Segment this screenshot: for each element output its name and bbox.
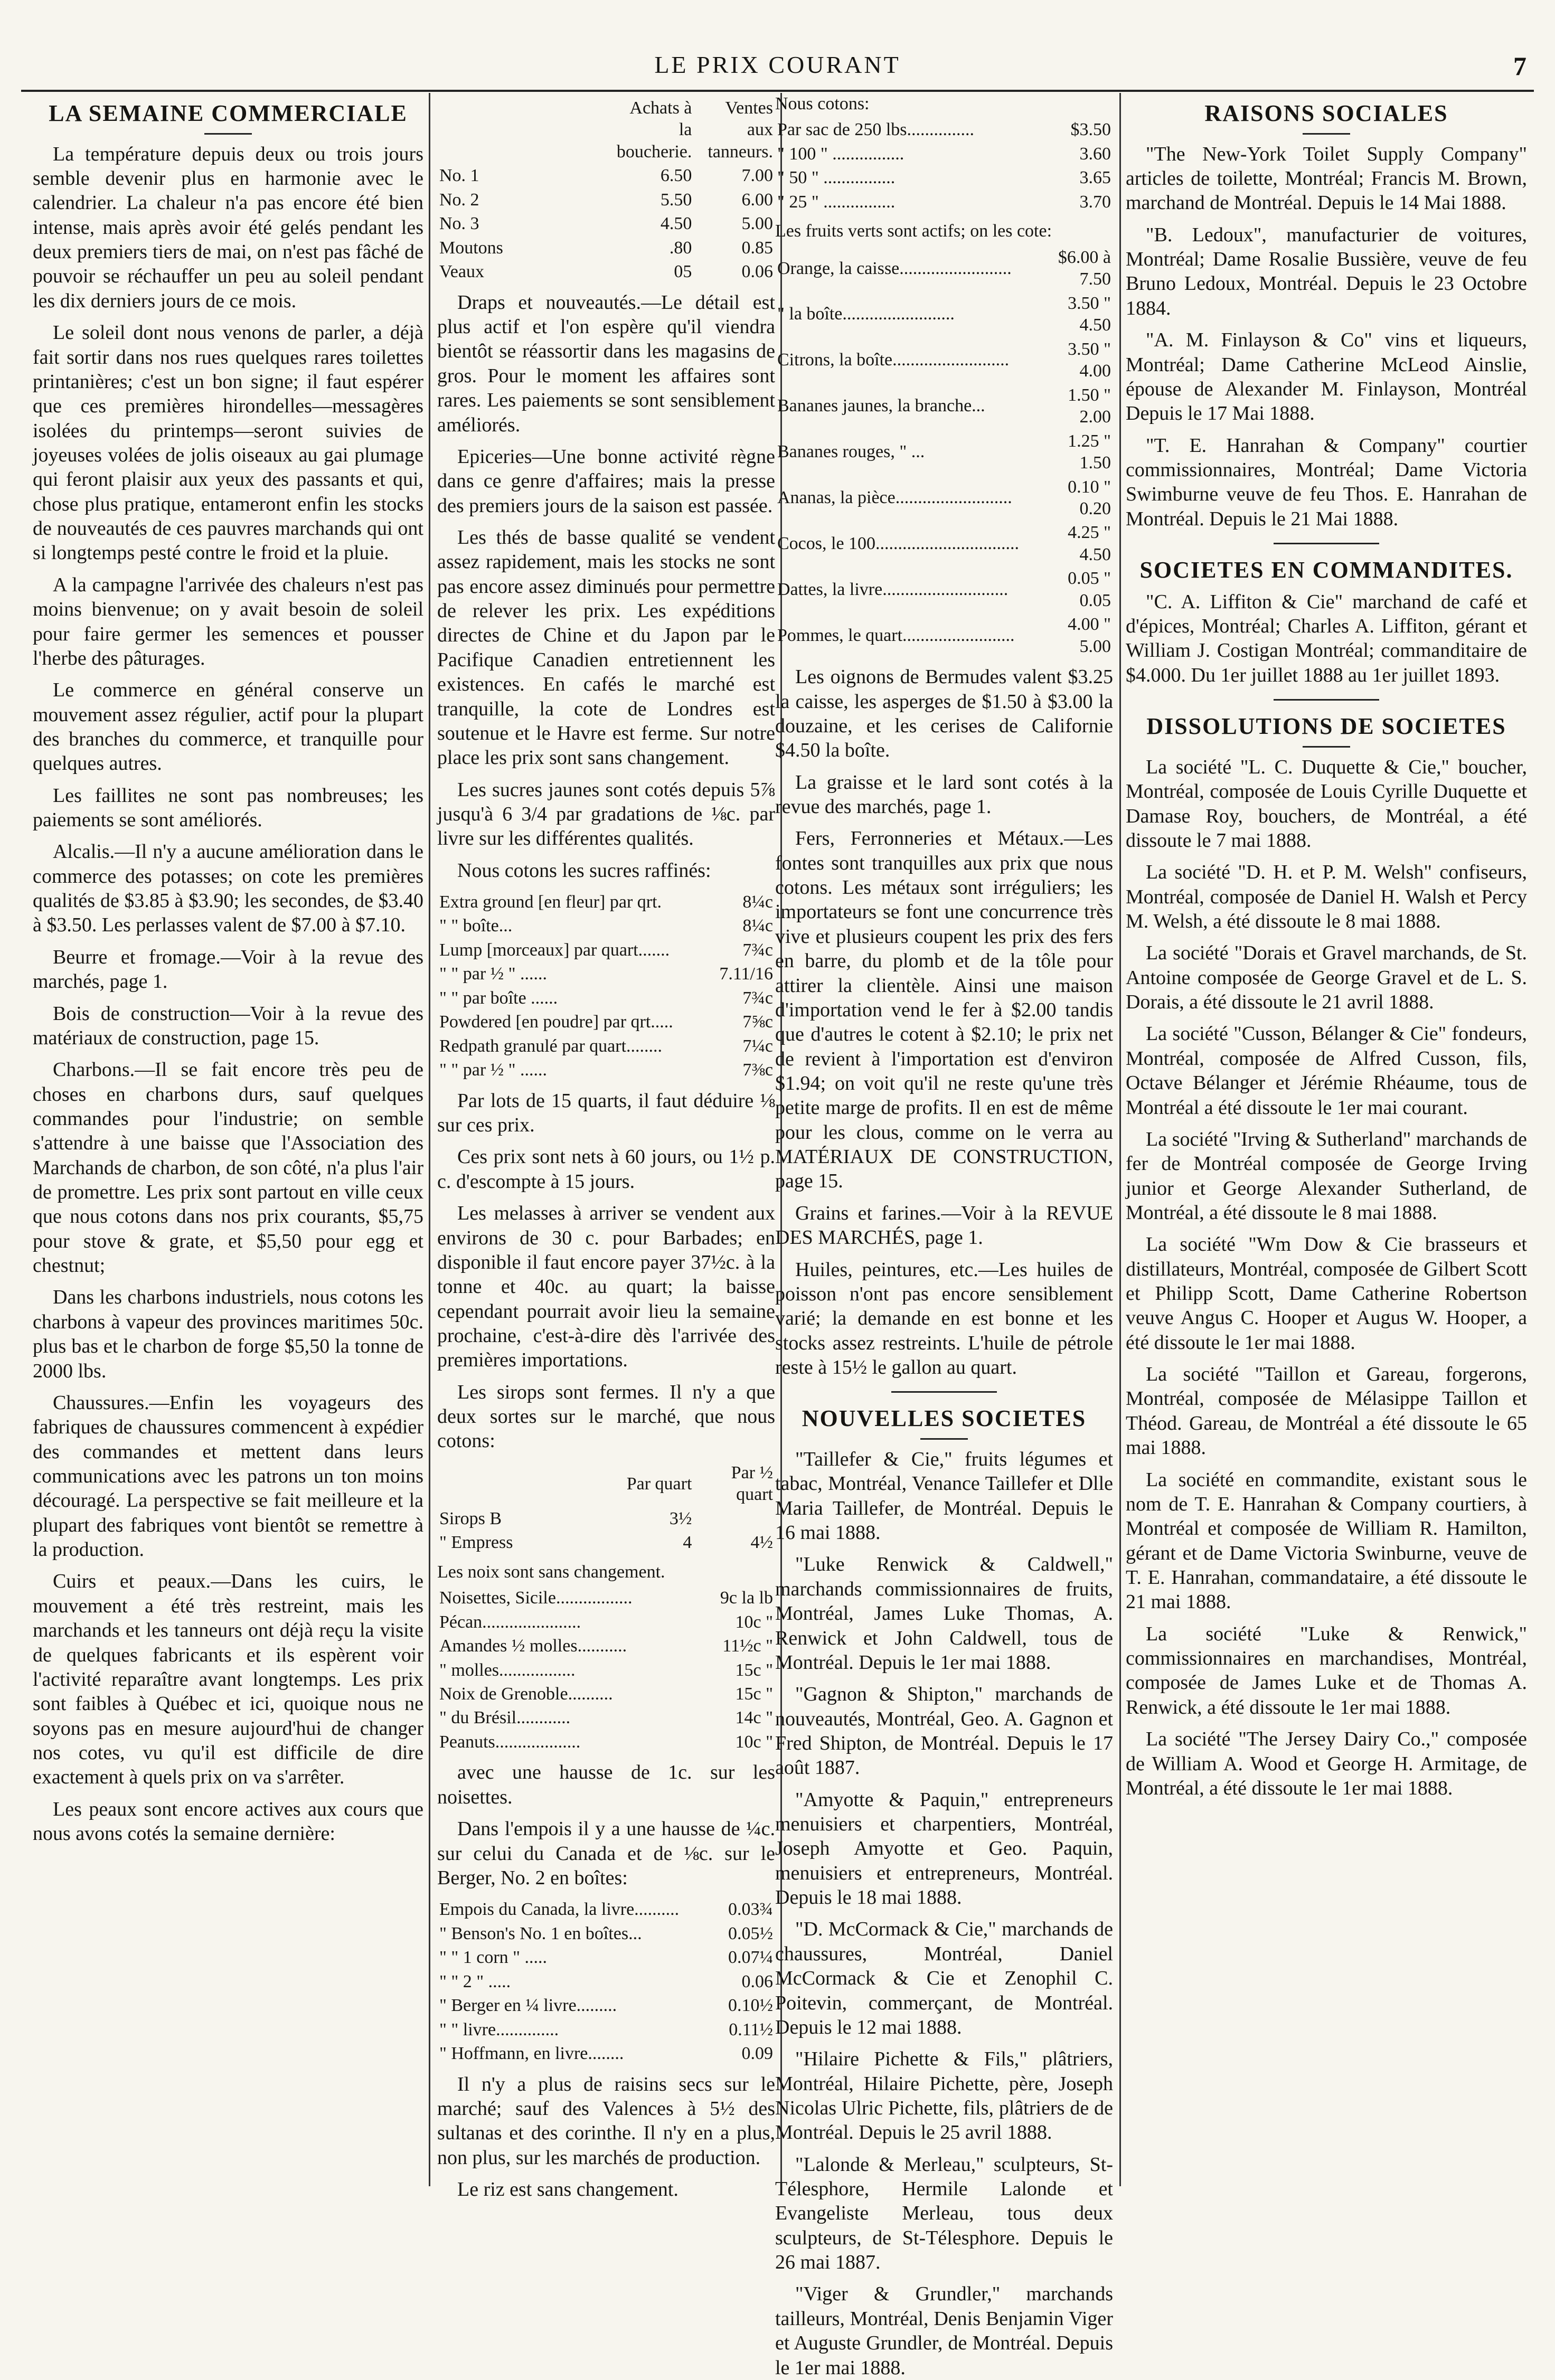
table-row	[437, 188, 775, 212]
cotons-intro: Nous cotons:	[775, 94, 870, 114]
section-divider	[1274, 699, 1379, 701]
raison-sociale-entry: "B. Ledoux", manufacturier de voitures, Montréal; Dame Rosalie Bussière, veuve de feu Bruno Ledoux, Montréal. Depuis le 23 Octobre 1884.	[1126, 223, 1527, 319]
table-cell: 4.25 " 4.50	[1068, 523, 1111, 564]
table-cell: 1.25 " 1.50	[1068, 431, 1111, 473]
fruits-table	[775, 245, 1113, 658]
paragraph: Draps et nouveautés.—Le détail est plus actif et l'on espère qu'il viendra bientôt se réassortir dans les magasins de gros. Pour le moment les affaires sont rares. Les paiements se sont sensiblement améliorés.	[437, 291, 775, 436]
paragraph: Ces prix sont nets à 60 jours, ou 1½ p. c. d'escompte à 15 jours.	[437, 1146, 775, 1193]
table-cell: Moutons	[439, 238, 503, 258]
table-row	[437, 1970, 775, 1994]
table-row	[775, 190, 1113, 214]
paragraph: Les melasses à arriver se vendent aux environs de 30 c. pour Barbades; en disponible il faut encore payer 37½c. à la tonne et 40c. au quart; la baisse cependant pourrait avoir lieu la semaine prochaine, c'est-à-dire dès l'arrivée des premières importations.	[437, 1202, 775, 1372]
table-header-cell: Achats à la boucherie.	[616, 98, 692, 162]
table-cell: Noisettes, Sicile.................	[439, 1588, 633, 1608]
table-cell: 4	[683, 1533, 692, 1553]
table-cell: Extra ground [en fleur] par qrt.	[439, 892, 662, 912]
paragraph: Il n'y a plus de raisins secs sur le marché; sauf des Valences à 5½ des sultanas et des corinthe. Il n'y en a plus, non plus, sur les marchés de production.	[437, 2073, 775, 2169]
noix-table	[437, 1586, 775, 1754]
paragraph: Le riz est sans changement.	[457, 2178, 678, 2200]
table-row	[437, 1010, 775, 1034]
table-cell: Powdered [en poudre] par qrt.....	[439, 1012, 673, 1032]
societe-entry: "Taillefer & Cie," fruits légumes et tabac, Montréal, Venance Taillefer et Dlle Maria Taillefer, de Montréal. Depuis le 16 mai 1888.	[775, 1448, 1113, 1544]
table-cell: Pécan......................	[439, 1612, 581, 1632]
section-heading: RAISONS SOCIALES	[1204, 100, 1448, 126]
table-cell: 5.00	[741, 214, 773, 234]
table-cell: Amandes ½ molles...........	[439, 1636, 627, 1656]
table-cell: 8¼c	[742, 916, 773, 936]
table-row	[437, 1730, 775, 1754]
paragraph: avec une hausse de 1c. sur les noisettes.	[437, 1761, 775, 1808]
table-cell: 0.10½	[728, 1996, 773, 2016]
paragraph: Fers, Ferronneries et Métaux.—Les fontes sont tranquilles aux prix que nous cotons. Les métaux sont irréguliers; les importateurs se font une concurrence très vive et plusieurs coupent les prix des fers en barre, du plomb et de la tôle pour attirer la clientèle. Ainsi une maison d'importation vend le fer à $2.00 tandis que d'autres le cotent à $2.10; le prix net de revient à l'importation est d'environ $1.94; on voit qu'il ne reste qu'une très petite marge de profits. Il en est de même pour les clous, comme on le verra au MATÉRIAUX DE CONSTRUCTION, page 15.	[775, 827, 1113, 1193]
table-row	[775, 245, 1113, 291]
paragraph: Alcalis.—Il n'y a aucune amélioration dans le commerce des potasses; on cote les premières qualités de $3.85 à $3.90; les secondes, de $3.40 à $3.50. Les perlasses valent de $7.00 à $7.10.	[33, 840, 423, 937]
section-heading: LA SEMAINE COMMERCIALE	[49, 100, 408, 126]
societe-entry: "Luke Renwick & Caldwell," marchands commissionnaires de fruits, Montréal, James Luke Thomas, A. Renwick et John Caldwell, tous de Montréal. Depuis le 1er mai 1888.	[775, 1553, 1113, 1674]
table-cell: Par sac de 250 lbs...............	[777, 120, 975, 140]
table-cell: 7.11/16	[719, 964, 773, 984]
dissolution-entry: La société "The Jersey Dairy Co.," composée de William A. Wood et George H. Armitage, de Montréal, a été dissoute le 1er mai 1888.	[1126, 1728, 1527, 1799]
table-row	[437, 260, 775, 284]
raison-sociale-entry: "A. M. Finlayson & Co" vins et liqueurs, Montréal; Dame Catherine McLeod Ainslie, épouse de Alexander M. Finlayson, Montréal Depuis le 17 Mai 1888.	[1126, 329, 1527, 425]
table-cell: " Empress	[439, 1533, 513, 1553]
table-row	[437, 1610, 775, 1634]
table-header-cell	[437, 96, 613, 164]
column-2-body-b	[437, 1089, 775, 1453]
table-cell: 7¾c	[742, 940, 773, 960]
table-row	[437, 1994, 775, 2017]
table-cell: 8¼c	[742, 892, 773, 912]
table-row	[775, 118, 1113, 141]
table-row	[437, 212, 775, 235]
table-cell: Orange, la caisse.........................	[777, 258, 1012, 278]
societe-entry: "Hilaire Pichette & Fils," plâtriers, Montréal, Hilaire Pichette, père, Joseph Nicolas Ulric Pichette, fils, plâtriers de de Montréal. Depuis le 25 avril 1888.	[775, 2048, 1113, 2144]
table-row	[437, 236, 775, 260]
sirops-table	[437, 1461, 775, 1555]
table-cell: " la boîte.........................	[777, 304, 955, 324]
table-cell: Peanuts...................	[439, 1732, 581, 1752]
table-cell: " Hoffmann, en livre........	[439, 2044, 624, 2064]
societe-entry: "Gagnon & Shipton," marchands de nouveautés, Montréal, Geo. A. Gagnon et Fred Shipton, de Montréal. Depuis le 17 août 1887.	[775, 1683, 1113, 1779]
paragraph: La graisse et le lard sont cotés à la revue des marchés, page 1.	[775, 771, 1113, 818]
table-header-row	[437, 1461, 775, 1507]
table-row	[775, 612, 1113, 658]
fruits-intro: Les fruits verts sont actifs; on les cote:	[775, 221, 1052, 241]
heading-rule	[1303, 133, 1350, 135]
table-cell: No. 1	[439, 166, 479, 186]
dissolution-entry: La société "D. H. et P. M. Welsh" confiseurs, Montréal, composée de Daniel H. Walsh et Percy M. Welsh, a été dissoute le 8 mai 1888.	[1126, 861, 1527, 932]
table-cell: 3.60	[1079, 144, 1111, 164]
paragraph: Les sirops sont fermes. Il n'y a que deux sortes sur le marché, que nous cotons:	[437, 1381, 775, 1452]
table-row	[437, 1634, 775, 1658]
table-row	[775, 429, 1113, 475]
table-header-cell: Par quart	[626, 1474, 692, 1494]
heading-rule	[1303, 746, 1350, 748]
column-2-body-c	[437, 1760, 775, 1890]
table-cell: " Benson's No. 1 en boîtes...	[439, 1923, 642, 1943]
table-row	[437, 1658, 775, 1682]
table-cell: " " par boîte ......	[439, 988, 558, 1008]
column-2-body-a	[437, 290, 775, 883]
societe-entry: "Lalonde & Merleau," sculpteurs, St-Télesphore, Hermile Lalonde et Evangeliste Merleau, tous deux sculpteurs, de St-Télesphore. Depuis le 26 mai 1887.	[775, 2153, 1113, 2274]
table-row	[437, 1682, 775, 1706]
table-row	[437, 962, 775, 986]
table-row	[437, 1897, 775, 1921]
table-cell: 9c la lb	[720, 1588, 773, 1608]
table-header-cell	[437, 1461, 613, 1507]
table-cell: " " livre..............	[439, 2019, 559, 2039]
column-3-body	[775, 665, 1113, 1380]
table-cell: 0.10 " 0.20	[1068, 477, 1111, 518]
table-cell: Bananes rouges, " ...	[777, 442, 925, 462]
section-heading: SOCIETES EN COMMANDITES.	[1139, 557, 1513, 583]
dissolution-entry: La société "Dorais et Gravel marchands, de St. Antoine composée de George Gravel et de L. S. Dorais, a été dissoute le 21 avril 1888.	[1126, 942, 1527, 1014]
table-cell: Empois du Canada, la livre..........	[439, 1900, 680, 1920]
page-number: 7	[1513, 51, 1526, 81]
paragraph: Bois de construction—Voir à la revue des matériaux de construction, page 15.	[33, 1002, 423, 1049]
table-cell: 4.00 " 5.00	[1068, 615, 1111, 656]
paragraph: Dans les charbons industriels, nous cotons les charbons à vapeur des provinces maritimes 50c. plus bas et le charbon de forge $5,50 la tonne de 2000 lbs.	[33, 1286, 423, 1382]
table-cell: 0.05½	[728, 1923, 773, 1943]
table-row	[437, 1058, 775, 1082]
table-cell: Veaux	[439, 262, 484, 282]
table-cell: " " boîte...	[439, 916, 513, 936]
table-row	[437, 914, 775, 938]
table-row	[437, 1034, 775, 1058]
table-cell: Ananas, la pièce..........................	[777, 488, 1012, 508]
column-rule	[1119, 93, 1121, 2186]
table-cell: 14c "	[735, 1708, 773, 1728]
table-row	[775, 475, 1113, 521]
table-cell: 3.50 " 4.50	[1068, 293, 1111, 335]
column-rule	[429, 93, 430, 2186]
table-cell: Cocos, le 100................................	[777, 534, 1020, 554]
table-row	[437, 938, 775, 962]
section-divider	[891, 1391, 997, 1393]
paragraph: Par lots de 15 quarts, il faut déduire ⅛ sur ces prix.	[437, 1089, 775, 1137]
table-cell: 0.06	[741, 1971, 773, 1991]
table-cell: 6.50	[660, 166, 692, 186]
paragraph: Le commerce en général conserve un mouvement assez régulier, actif pour la plupart des branches du commerce, et tranquille pour quelques autres.	[33, 679, 423, 775]
paragraph: Les oignons de Bermudes valent $3.25 la caisse, les asperges de $1.50 à $3.00 la douzaine, et les cerises de Californie $4.50 la boîte.	[775, 666, 1113, 762]
sucres-table	[437, 890, 775, 1082]
dissolution-entry: La société "L. C. Duquette & Cie," boucher, Montréal, composée de Louis Cyrille Duquette et Damase Roy, bouchers, de Montréal, a été dissoute le 7 mai 1888.	[1126, 755, 1527, 852]
raison-sociale-entry: "The New-York Toilet Supply Company" articles de toilette, Montréal; Francis M. Brown, marchand de Montréal. Depuis le 14 Mai 1888.	[1126, 143, 1527, 214]
column-1-body	[33, 142, 423, 1846]
dissolutions-list	[1126, 755, 1527, 1800]
table-cell: No. 3	[439, 214, 479, 234]
table-cell: Lump [morceaux] par quart.......	[439, 940, 670, 960]
paragraph: Epiceries—Une bonne activité règne dans ce genre d'affaires; mais la presse des premiers jours de la saison est passée.	[437, 445, 775, 517]
table-cell: 7¾c	[742, 988, 773, 1008]
paragraph: Les faillites ne sont pas nombreuses; les paiements se sont améliorés.	[33, 784, 423, 832]
table-cell: " 50 " ................	[777, 168, 896, 188]
table-cell: " " 2 " .....	[439, 1971, 511, 1991]
column-4	[1126, 93, 1527, 2186]
heading-rule	[204, 133, 252, 135]
dissolution-entry: La société en commandite, existant sous le nom de T. E. Hanrahan & Company courtiers, à Montréal et composée de William R. Hamilton, gérant et de Dame Victoria Swinburne, veuve de T. E. Hanrahan, commandataire, a été dissoute le 21 mai 1888.	[1126, 1468, 1527, 1613]
table-cell: 4½	[750, 1533, 773, 1553]
section-heading: NOUVELLES SOCIETES	[802, 1405, 1087, 1432]
table-row	[775, 166, 1113, 190]
column-3	[775, 93, 1113, 2379]
table-cell: Citrons, la boîte..........................	[777, 350, 1010, 370]
table-cell	[694, 1507, 775, 1531]
table-row	[437, 1586, 775, 1610]
table-cell: " 100 " ................	[777, 144, 904, 164]
paragraph: Huiles, peintures, etc.—Les huiles de poisson n'ont pas encore sensiblement varié; la demande en est bonne et les stocks assez restreints. L'huile de pétrole reste à 15½ le gallon au quart.	[775, 1258, 1113, 1378]
table-cell: 7⅜c	[742, 1060, 773, 1080]
table-cell: Noix de Grenoble..........	[439, 1684, 613, 1704]
table-row	[437, 1922, 775, 1945]
table-row	[775, 291, 1113, 337]
table-cell: 3.70	[1079, 192, 1111, 212]
raisons-sociales-list	[1126, 142, 1527, 531]
paragraph: Beurre et fromage.—Voir à la revue des marchés, page 1.	[33, 946, 423, 993]
table-header-row	[437, 96, 775, 164]
dissolution-entry: La société "Wm Dow & Cie brasseurs et distillateurs, Montréal, composée de Gilbert Scott et Philipp Scott, Dame Catherine Robertson veuve Angus C. Hooper et Augus W. Hooper, a été dissoute le 1er mai 1888.	[1126, 1233, 1527, 1354]
table-row	[775, 566, 1113, 612]
paragraph: A la campagne l'arrivée des chaleurs n'est pas moins bienvenue; on y avait besoin de soleil pour faire germer les semences et pousser l'herbe des pâturages.	[33, 573, 423, 669]
table-cell: " Berger en ¼ livre.........	[439, 1996, 617, 2016]
cotons-table	[775, 118, 1113, 214]
table-row	[437, 164, 775, 187]
paragraph: Les sucres jaunes sont cotés depuis 5⅞ jusqu'à 6 3/4 par gradations de ⅛c. par livre sur les différentes qualités.	[437, 778, 775, 850]
noix-intro: Les noix sont sans changement.	[437, 1562, 665, 1582]
table-cell: 3.65	[1079, 168, 1111, 188]
table-cell: 05	[674, 262, 692, 282]
table-cell: 1.50 " 2.00	[1068, 385, 1111, 427]
table-cell: 15c "	[735, 1684, 773, 1704]
table-cell: $6.00 à 7.50	[1058, 247, 1111, 289]
table-cell: $3.50	[1070, 120, 1111, 140]
table-cell: Dattes, la livre............................	[777, 580, 1009, 600]
table-cell: 0.11½	[729, 2019, 773, 2039]
table-cell: 0.03¾	[728, 1900, 773, 1920]
empois-table	[437, 1897, 775, 2065]
table-cell: Bananes jaunes, la branche...	[777, 396, 985, 416]
paragraph: Grains et farines.—Voir à la REVUE DES MARCHÉS, page 1.	[775, 1202, 1113, 1249]
column-2-body-d	[437, 2072, 775, 2202]
table-cell: " molles.................	[439, 1660, 576, 1680]
masthead	[21, 51, 1534, 92]
table-cell: 3.50 " 4.00	[1068, 339, 1111, 381]
table-row	[437, 1507, 775, 1531]
table-row	[437, 890, 775, 914]
column-1	[33, 93, 423, 2186]
table-header-cell: Par ½ quart	[731, 1462, 773, 1505]
masthead-title: LE PRIX COURANT	[654, 51, 901, 78]
dissolution-entry: La société "Irving & Sutherland" marchands de fer de Montréal composée de George Irving junior et George Alexander Sutherland, de Montréal, a été dissoute le 8 mai 1888.	[1126, 1128, 1527, 1224]
table-cell: 10c "	[735, 1732, 773, 1752]
section-heading: DISSOLUTIONS DE SOCIETES	[1146, 713, 1506, 740]
heading-rule	[920, 1438, 968, 1440]
societe-entry: "Amyotte & Paquin," entrepreneurs menuisiers et charpentiers, Montréal, Joseph Amyotte et Geo. Paquin, menuisiers et entrepreneurs, Montréal. Depuis le 18 mai 1888.	[775, 1788, 1113, 1909]
table-cell: .80	[669, 238, 692, 258]
table-cell: 11½c "	[722, 1636, 773, 1656]
table-cell: 7¼c	[742, 1036, 773, 1056]
table-cell: " " par ½ " ......	[439, 964, 548, 984]
paragraph: Cuirs et peaux.—Dans les cuirs, le mouvement a été très restreint, mais les marchands et les tanneurs ont déjà reçu la visite de quelques fabricants et ils espèrent voir l'activité reparaître avant longtemps. Les prix sont faibles à Québec et ici, quoique nous ne soyons pas en mesure aujourd'hui de changer nos cotes, vu qu'il est difficile de dire exactement à quels prix on va s'arrêter.	[33, 1570, 423, 1789]
paragraph: Dans l'empois il y a une hausse de ¼c. sur celui du Canada et de ⅛c. sur le Berger, No. 2 en boîtes:	[437, 1818, 775, 1889]
paragraph: Le soleil dont nous venons de parler, a déjà fait sortir dans nos rues quelques rares toilettes printanières; c'est un bon signe; il faut espérer que ces premières hirondelles—messagères isolées du printemps—seront suivies de joyeuses volées de jolis oiseaux au gai plumage qui feront plaisir aux yeux des passants et qui, chose plus pratique, entameront enfin les stocks de nouveautés de ces pauvres marchands qui ont si longtemps pesté contre le froid et la pluie.	[33, 322, 423, 564]
paragraph: Nous cotons les sucres raffinés:	[457, 859, 711, 882]
table-cell: 7⅝c	[742, 1012, 773, 1032]
commandites-list	[1126, 590, 1527, 687]
table-row	[437, 1531, 775, 1554]
dissolution-entry: La société "Cusson, Bélanger & Cie" fondeurs, Montréal, composée de Alfred Cusson, fils, Octave Bélanger et Jérémie Rhéaume, tous de Montréal a été dissoute le 1er mai courant.	[1126, 1023, 1527, 1119]
table-row	[775, 337, 1113, 383]
table-row	[775, 383, 1113, 429]
paragraph: Les peaux sont encore actives aux cours que nous avons cotés la semaine dernière:	[33, 1798, 423, 1845]
table-cell: No. 2	[439, 190, 479, 210]
dissolution-entry: La société "Taillon et Gareau, forgerons, Montréal, composée de Mélasippe Taillon et Théod. Gareau, de Montréal a été dissoute le 65 mai 1888.	[1126, 1363, 1527, 1459]
table-cell: Redpath granulé par quart........	[439, 1036, 663, 1056]
table-cell: Sirops B	[439, 1508, 502, 1528]
table-cell: " 25 " ................	[777, 192, 896, 212]
table-cell: 15c "	[735, 1660, 773, 1680]
table-cell: " " par ½ " ......	[439, 1060, 548, 1080]
table-row	[437, 986, 775, 1010]
paragraph: Les thés de basse qualité se vendent assez rapidement, mais les stocks ne sont pas encore assez diminués pour permettre de relever les prix. Les expéditions directes de Chine et du Japon par le Pacifique Canadien entretiennent les existences. En cafés le marché est tranquille, la cote de Londres est soutenue et le Havre est ferme. Sur notre place les prix sont sans changement.	[437, 526, 775, 769]
table-row	[437, 1706, 775, 1730]
table-cell: 6.00	[741, 190, 773, 210]
table-cell: 0.05 " 0.05	[1068, 569, 1111, 610]
table-row	[437, 1945, 775, 1969]
table-cell: 0.85	[741, 238, 773, 258]
paragraph: Chaussures.—Enfin les voyageurs des fabriques de chaussures commencent à expédier des commandes et mettent dans leurs communications avec les patrons un ton moins découragé. La perspective se fait meilleure et la plupart des fabriques vont bientôt se remettre à la production.	[33, 1391, 423, 1561]
societe-entry: "D. McCormack & Cie," marchands de chaussures, Montréal, Daniel McCormack & Cie et Zenophil C. Poitevin, commerçant, de Montréal. Depuis le 12 mai 1888.	[775, 1918, 1113, 2038]
table-row	[775, 142, 1113, 166]
table-cell: 4.50	[660, 214, 692, 234]
table-cell: 7.00	[741, 166, 773, 186]
table-row	[437, 2042, 775, 2065]
paragraph: La température depuis deux ou trois jours semble devenir plus en harmonie avec le calendrier. La chaleur n'a pas encore été bien intense, mais après avoir été gelés pendant les deux premiers tiers de mai, on n'est pas fâché de pouvoir se réchauffer un peu au soleil pendant les dix derniers jours de ce mois.	[33, 143, 423, 312]
table-cell: " du Brésil............	[439, 1708, 571, 1728]
column-2	[437, 93, 775, 2200]
peaux-table	[437, 96, 775, 284]
table-cell: " " 1 corn " .....	[439, 1948, 548, 1968]
societe-entry: "Viger & Grundler," marchands tailleurs, Montréal, Denis Benjamin Viger et Auguste Grundler, de Montréal. Depuis le 1er mai 1888.	[775, 2283, 1113, 2379]
section-divider	[1274, 543, 1379, 544]
table-cell: 0.06	[741, 262, 773, 282]
table-cell: 10c "	[735, 1612, 773, 1632]
paragraph: Charbons.—Il se fait encore très peu de choses en charbons durs, sauf quelques commandes pour l'industrie; on semble s'attendre à une baisse que l'Association des Marchands de charbon, de son côté, n'a plus l'air de promettre. Les prix sont partout en ville ceux que nous cotons dans nos prix courants, $5,75 pour stove & grate, et $5,50 pour egg et chestnut;	[33, 1059, 423, 1277]
table-cell: 5.50	[660, 190, 692, 210]
dissolution-entry: La société "Luke & Renwick," commissionnaires en marchandises, Montréal, composée de James Luke et de Thomas A. Renwick, a été dissoute le 1er mai 1888.	[1126, 1622, 1527, 1718]
table-cell: 3½	[669, 1508, 692, 1528]
raison-sociale-entry: "T. E. Hanrahan & Company" courtier commissionnaires, Montréal; Dame Victoria Swimburne veuve de feu Thos. E. Hanrahan de Montréal. Depuis le 21 Mai 1888.	[1126, 434, 1527, 530]
table-cell: Pommes, le quart.........................	[777, 626, 1015, 646]
nouvelles-societes-list	[775, 1447, 1113, 2380]
table-row	[775, 521, 1113, 566]
table-cell: 0.09	[741, 2044, 773, 2064]
table-cell: 0.07¼	[728, 1948, 773, 1968]
table-row	[437, 2018, 775, 2042]
commandite-entry: "C. A. Liffiton & Cie" marchand de café et d'épices, Montréal; Charles A. Liffiton, gérant et William J. Costigan Montréal; commanditaire de $4.000. Du 1er juillet 1888 au 1er juillet 1893.	[1126, 590, 1527, 686]
table-header-cell: Ventes aux tanneurs.	[708, 98, 773, 162]
